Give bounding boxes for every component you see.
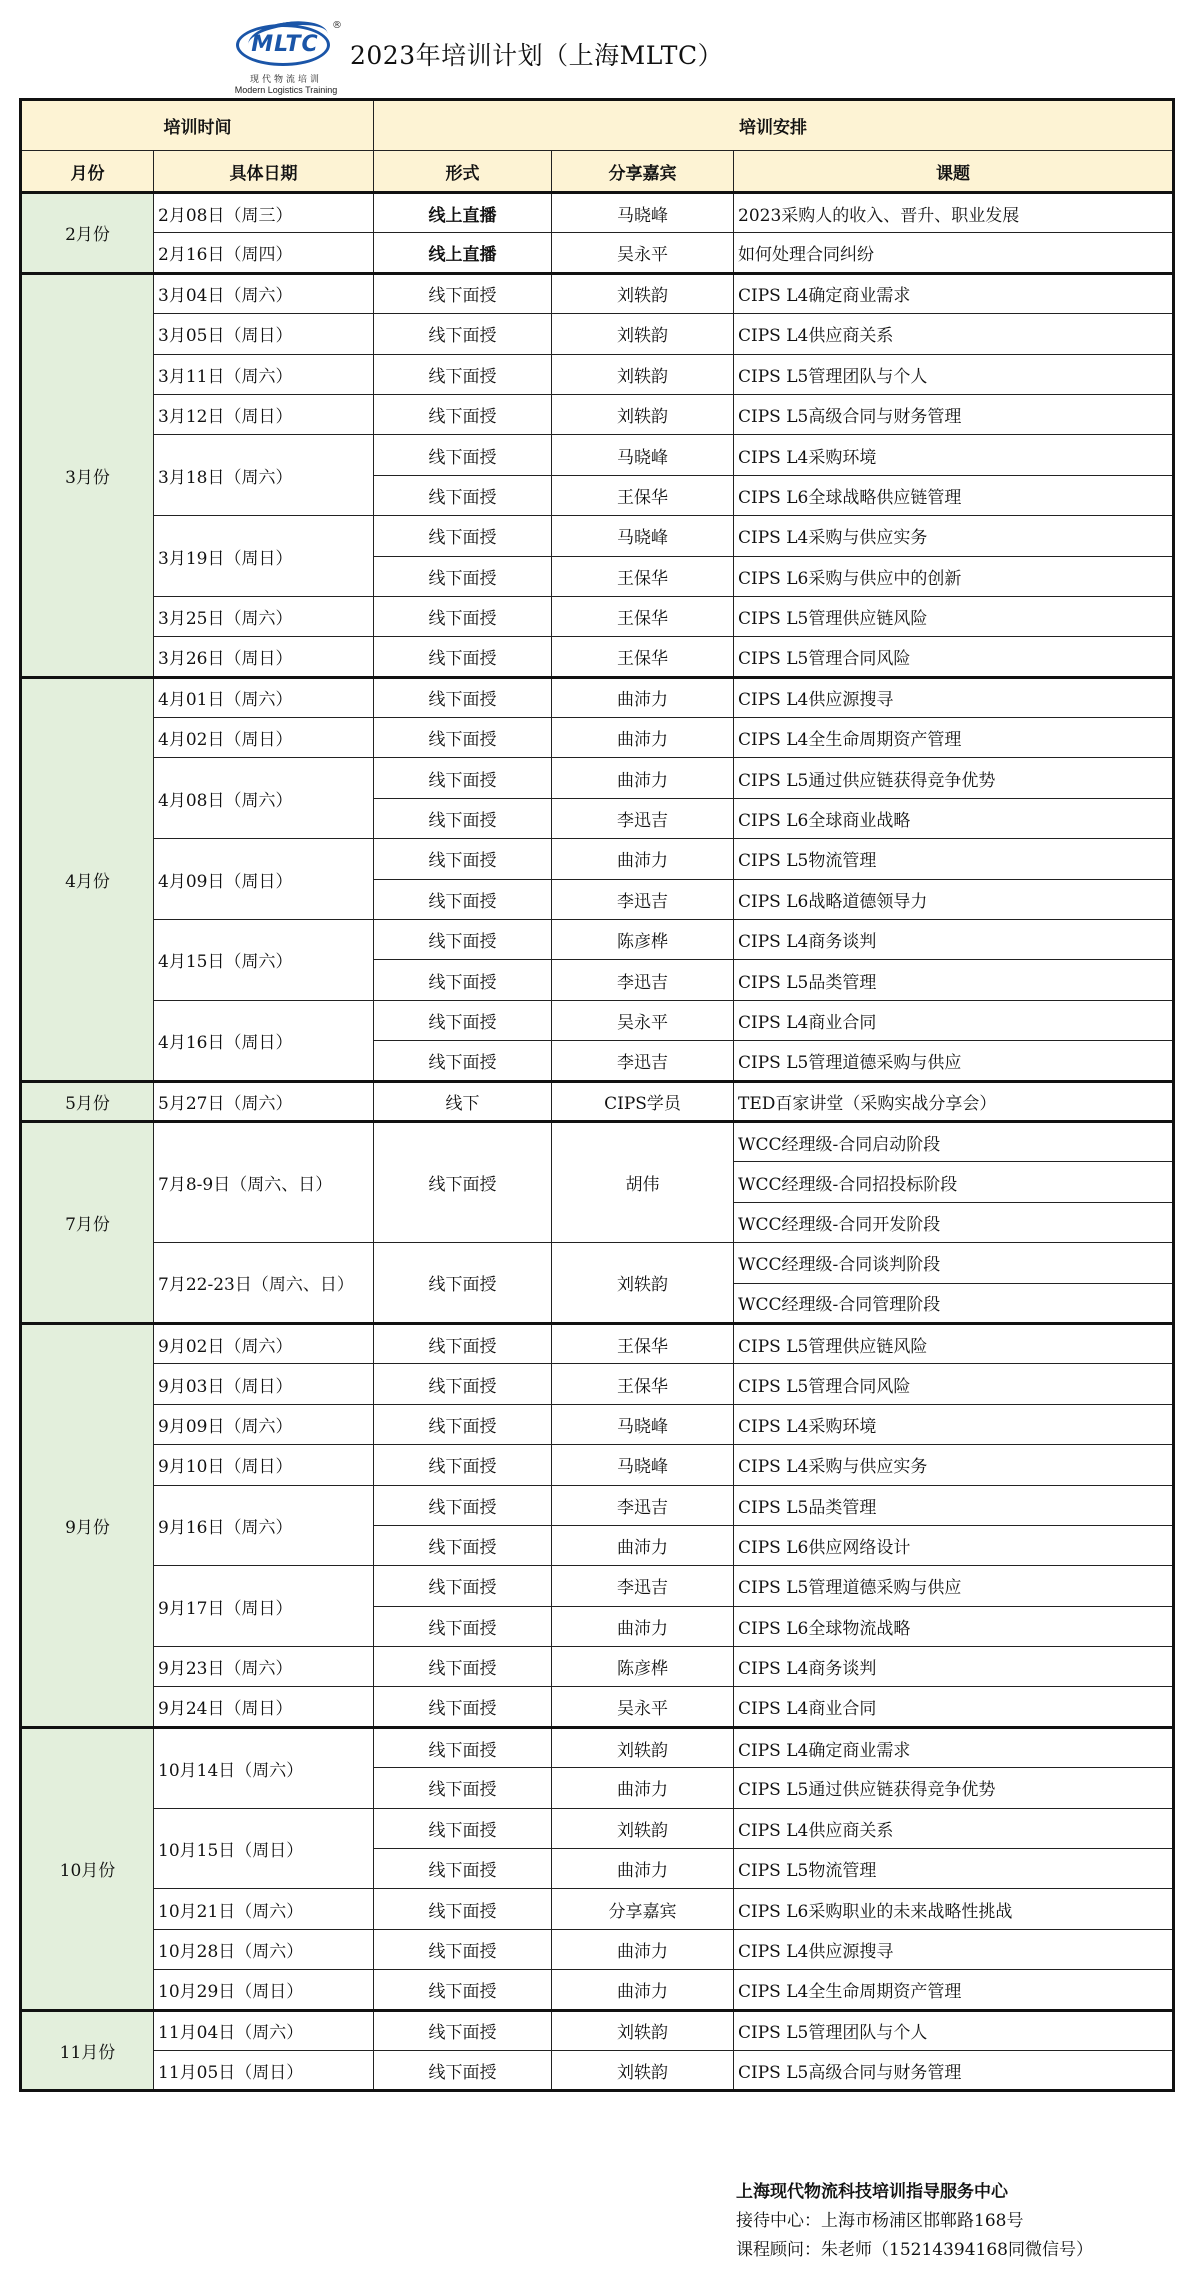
guest-cell: 李迅吉 — [552, 798, 734, 838]
guest-cell: 曲沛力 — [552, 839, 734, 879]
header-row-columns — [21, 151, 1174, 193]
form-cell: 线上直播 — [374, 233, 552, 273]
table-row — [21, 516, 1174, 556]
form-cell: 线下面授 — [374, 677, 552, 717]
date-cell: 3月26日（周日） — [154, 637, 374, 677]
date-cell: 7月22-23日（周六、日） — [154, 1243, 374, 1324]
topic-cell: CIPS L4采购环境 — [734, 1404, 1174, 1444]
form-cell: 线下面授 — [374, 758, 552, 798]
topic-cell: 2023采购人的收入、晋升、职业发展 — [734, 193, 1174, 233]
guest-cell: 马晓峰 — [552, 1445, 734, 1485]
form-cell: 线下面授 — [374, 1364, 552, 1404]
header-date: 具体日期 — [154, 151, 374, 193]
topic-cell: CIPS L4供应源搜寻 — [734, 1929, 1174, 1969]
date-cell: 3月18日（周六） — [154, 435, 374, 516]
date-cell: 7月8-9日（周六、日） — [154, 1121, 374, 1242]
guest-cell: 吴永平 — [552, 1687, 734, 1727]
form-cell: 线下面授 — [374, 354, 552, 394]
topic-cell: CIPS L4确定商业需求 — [734, 1727, 1174, 1767]
form-cell: 线下面授 — [374, 1889, 552, 1929]
table-row — [21, 193, 1174, 233]
table-row — [21, 354, 1174, 394]
table-row — [21, 1445, 1174, 1485]
guest-cell: 刘轶韵 — [552, 2010, 734, 2050]
logo-chinese-name: 现代物流培训 — [249, 75, 322, 85]
guest-cell: 曲沛力 — [552, 1929, 734, 1969]
form-cell: 线下面授 — [374, 1000, 552, 1040]
form-cell: 线下面授 — [374, 1445, 552, 1485]
table-row — [21, 2010, 1174, 2050]
month-cell: 5月份 — [21, 1081, 154, 1121]
guest-cell: 吴永平 — [552, 233, 734, 273]
form-cell: 线下面授 — [374, 1647, 552, 1687]
date-cell: 4月15日（周六） — [154, 920, 374, 1001]
guest-cell: 马晓峰 — [552, 435, 734, 475]
table-row — [21, 1889, 1174, 1929]
date-cell: 10月28日（周六） — [154, 1929, 374, 1969]
guest-cell: 刘轶韵 — [552, 1727, 734, 1767]
topic-cell: CIPS L5高级合同与财务管理 — [734, 2050, 1174, 2090]
guest-cell: 分享嘉宾 — [552, 1889, 734, 1929]
topic-cell: CIPS L6采购职业的未来战略性挑战 — [734, 1889, 1174, 1929]
topic-cell: CIPS L5管理道德采购与供应 — [734, 1041, 1174, 1081]
table-row — [21, 394, 1174, 434]
topic-cell: CIPS L6采购与供应中的创新 — [734, 556, 1174, 596]
form-cell: 线下面授 — [374, 516, 552, 556]
topic-cell: 如何处理合同纠纷 — [734, 233, 1174, 273]
form-cell: 线下面授 — [374, 1606, 552, 1646]
date-cell: 9月24日（周日） — [154, 1687, 374, 1727]
guest-cell: 李迅吉 — [552, 960, 734, 1000]
form-cell: 线下面授 — [374, 879, 552, 919]
form-cell: 线下面授 — [374, 798, 552, 838]
date-cell: 10月14日（周六） — [154, 1727, 374, 1808]
training-schedule-table — [19, 98, 1175, 2092]
guest-cell: 曲沛力 — [552, 677, 734, 717]
form-cell: 线下面授 — [374, 2050, 552, 2090]
guest-cell: 吴永平 — [552, 1000, 734, 1040]
date-cell: 11月04日（周六） — [154, 2010, 374, 2050]
form-cell: 线上直播 — [374, 193, 552, 233]
form-cell: 线下面授 — [374, 718, 552, 758]
footer-address: 接待中心：上海市杨浦区邯郸路168号 — [736, 2211, 1024, 2231]
topic-cell: CIPS L4供应商关系 — [734, 1808, 1174, 1848]
guest-cell: 刘轶韵 — [552, 1243, 734, 1324]
table-row — [21, 1121, 1174, 1161]
form-cell: 线下面授 — [374, 1970, 552, 2010]
topic-cell: CIPS L5管理团队与个人 — [734, 2010, 1174, 2050]
topic-cell: WCC经理级-合同招投标阶段 — [734, 1162, 1174, 1202]
topic-cell: CIPS L6战略道德领导力 — [734, 879, 1174, 919]
date-cell: 11月05日（周日） — [154, 2050, 374, 2090]
table-row — [21, 1727, 1174, 1767]
table-row — [21, 1081, 1174, 1121]
date-cell: 4月09日（周日） — [154, 839, 374, 920]
topic-cell: CIPS L5管理合同风险 — [734, 637, 1174, 677]
date-cell: 9月03日（周日） — [154, 1364, 374, 1404]
date-cell: 5月27日（周六） — [154, 1081, 374, 1121]
topic-cell: CIPS L5管理合同风险 — [734, 1364, 1174, 1404]
date-cell: 9月09日（周六） — [154, 1404, 374, 1444]
header-month: 月份 — [21, 151, 154, 193]
guest-cell: 李迅吉 — [552, 879, 734, 919]
table-row — [21, 1808, 1174, 1848]
topic-cell: CIPS L4供应源搜寻 — [734, 677, 1174, 717]
table-row — [21, 1687, 1174, 1727]
form-cell: 线下面授 — [374, 596, 552, 636]
table-row — [21, 314, 1174, 354]
topic-cell: WCC经理级-合同开发阶段 — [734, 1202, 1174, 1242]
topic-cell: CIPS L5物流管理 — [734, 839, 1174, 879]
table-row — [21, 1404, 1174, 1444]
form-cell: 线下面授 — [374, 637, 552, 677]
topic-cell: CIPS L4商务谈判 — [734, 1647, 1174, 1687]
guest-cell: 王保华 — [552, 1364, 734, 1404]
table-row — [21, 1929, 1174, 1969]
table-row — [21, 2050, 1174, 2090]
table-row — [21, 435, 1174, 475]
date-cell: 4月01日（周六） — [154, 677, 374, 717]
month-cell: 9月份 — [21, 1323, 154, 1727]
header-row-groups — [21, 100, 1174, 151]
table-row — [21, 1323, 1174, 1363]
date-cell: 9月02日（周六） — [154, 1323, 374, 1363]
header-form: 形式 — [374, 151, 552, 193]
table-row — [21, 718, 1174, 758]
date-cell: 3月04日（周六） — [154, 273, 374, 313]
header-training-arrangement: 培训安排 — [374, 100, 1174, 151]
form-cell: 线下面授 — [374, 314, 552, 354]
date-cell: 9月16日（周六） — [154, 1485, 374, 1566]
month-cell: 4月份 — [21, 677, 154, 1081]
guest-cell: 李迅吉 — [552, 1485, 734, 1525]
guest-cell: 李迅吉 — [552, 1041, 734, 1081]
topic-cell: CIPS L4采购环境 — [734, 435, 1174, 475]
topic-cell: CIPS L4全生命周期资产管理 — [734, 1970, 1174, 2010]
topic-cell: CIPS L4确定商业需求 — [734, 273, 1174, 313]
form-cell: 线下面授 — [374, 435, 552, 475]
guest-cell: 刘轶韵 — [552, 2050, 734, 2090]
date-cell: 10月21日（周六） — [154, 1889, 374, 1929]
guest-cell: 曲沛力 — [552, 1970, 734, 2010]
table-row — [21, 1970, 1174, 2010]
form-cell: 线下面授 — [374, 1323, 552, 1363]
date-cell: 2月16日（周四） — [154, 233, 374, 273]
form-cell: 线下面授 — [374, 1768, 552, 1808]
guest-cell: 刘轶韵 — [552, 273, 734, 313]
header-topic: 课题 — [734, 151, 1174, 193]
guest-cell: 王保华 — [552, 1323, 734, 1363]
guest-cell: CIPS学员 — [552, 1081, 734, 1121]
date-cell: 10月29日（周日） — [154, 1970, 374, 2010]
month-cell: 11月份 — [21, 2010, 154, 2091]
topic-cell: CIPS L5管理团队与个人 — [734, 354, 1174, 394]
topic-cell: CIPS L5通过供应链获得竞争优势 — [734, 1768, 1174, 1808]
topic-cell: CIPS L5管理道德采购与供应 — [734, 1566, 1174, 1606]
guest-cell: 曲沛力 — [552, 1525, 734, 1565]
guest-cell: 王保华 — [552, 475, 734, 515]
date-cell: 10月15日（周日） — [154, 1808, 374, 1889]
date-cell: 4月08日（周六） — [154, 758, 374, 839]
date-cell: 9月17日（周日） — [154, 1566, 374, 1647]
topic-cell: CIPS L5管理供应链风险 — [734, 1323, 1174, 1363]
table-row — [21, 233, 1174, 273]
form-cell: 线下面授 — [374, 556, 552, 596]
table-row — [21, 1243, 1174, 1283]
table-row — [21, 677, 1174, 717]
table-row — [21, 1364, 1174, 1404]
topic-cell: CIPS L4商业合同 — [734, 1000, 1174, 1040]
footer-contact — [736, 2178, 1176, 2265]
topic-cell: CIPS L6全球商业战略 — [734, 798, 1174, 838]
table-row — [21, 758, 1174, 798]
guest-cell: 曲沛力 — [552, 1768, 734, 1808]
form-cell: 线下面授 — [374, 1929, 552, 1969]
date-cell: 3月19日（周日） — [154, 516, 374, 597]
form-cell: 线下面授 — [374, 2010, 552, 2050]
date-cell: 9月10日（周日） — [154, 1445, 374, 1485]
page-title: 2023年培训计划（上海MLTC） — [350, 41, 724, 70]
form-cell: 线下面授 — [374, 273, 552, 313]
form-cell: 线下面授 — [374, 1525, 552, 1565]
table-row — [21, 1566, 1174, 1606]
date-cell: 3月05日（周日） — [154, 314, 374, 354]
topic-cell: CIPS L6全球物流战略 — [734, 1606, 1174, 1646]
form-cell: 线下面授 — [374, 839, 552, 879]
topic-cell: CIPS L4采购与供应实务 — [734, 516, 1174, 556]
form-cell: 线下面授 — [374, 1687, 552, 1727]
table-row — [21, 839, 1174, 879]
guest-cell: 马晓峰 — [552, 516, 734, 556]
footer-contact-info: 课程顾问：朱老师（15214394168同微信号） — [736, 2240, 1093, 2260]
topic-cell: WCC经理级-合同管理阶段 — [734, 1283, 1174, 1323]
table-row — [21, 920, 1174, 960]
form-cell: 线下面授 — [374, 1808, 552, 1848]
form-cell: 线下面授 — [374, 1485, 552, 1525]
topic-cell: TED百家讲堂（采购实战分享会） — [734, 1081, 1174, 1121]
footer-organization: 上海现代物流科技培训指导服务中心 — [736, 2182, 1008, 2202]
date-cell: 3月25日（周六） — [154, 596, 374, 636]
topic-cell: CIPS L5物流管理 — [734, 1849, 1174, 1889]
form-cell: 线下 — [374, 1081, 552, 1121]
topic-cell: CIPS L5品类管理 — [734, 1485, 1174, 1525]
form-cell: 线下面授 — [374, 1121, 552, 1242]
guest-cell: 曲沛力 — [552, 1606, 734, 1646]
logo-text: MLTC — [251, 32, 319, 57]
guest-cell: 刘轶韵 — [552, 314, 734, 354]
header-training-time: 培训时间 — [21, 100, 374, 151]
topic-cell: CIPS L4采购与供应实务 — [734, 1445, 1174, 1485]
table-row — [21, 1485, 1174, 1525]
form-cell: 线下面授 — [374, 1727, 552, 1767]
guest-cell: 曲沛力 — [552, 1849, 734, 1889]
guest-cell: 曲沛力 — [552, 758, 734, 798]
guest-cell: 王保华 — [552, 637, 734, 677]
topic-cell: CIPS L5品类管理 — [734, 960, 1174, 1000]
logo-english-name: Modern Logistics Training — [234, 85, 338, 95]
topic-cell: CIPS L5高级合同与财务管理 — [734, 394, 1174, 434]
guest-cell: 胡伟 — [552, 1121, 734, 1242]
date-cell: 4月02日（周日） — [154, 718, 374, 758]
header-guest: 分享嘉宾 — [552, 151, 734, 193]
form-cell: 线下面授 — [374, 1566, 552, 1606]
logo-registered-mark: ® — [332, 20, 342, 31]
topic-cell: CIPS L4供应商关系 — [734, 314, 1174, 354]
table-row — [21, 637, 1174, 677]
form-cell: 线下面授 — [374, 475, 552, 515]
date-cell: 4月16日（周日） — [154, 1000, 374, 1081]
form-cell: 线下面授 — [374, 1849, 552, 1889]
guest-cell: 王保华 — [552, 556, 734, 596]
guest-cell: 马晓峰 — [552, 1404, 734, 1444]
month-cell: 2月份 — [21, 193, 154, 274]
guest-cell: 陈彦桦 — [552, 1647, 734, 1687]
guest-cell: 曲沛力 — [552, 718, 734, 758]
table-row — [21, 273, 1174, 313]
form-cell: 线下面授 — [374, 960, 552, 1000]
form-cell: 线下面授 — [374, 1243, 552, 1324]
guest-cell: 马晓峰 — [552, 193, 734, 233]
topic-cell: CIPS L6全球战略供应链管理 — [734, 475, 1174, 515]
topic-cell: CIPS L5管理供应链风险 — [734, 596, 1174, 636]
topic-cell: CIPS L5通过供应链获得竞争优势 — [734, 758, 1174, 798]
guest-cell: 刘轶韵 — [552, 354, 734, 394]
topic-cell: WCC经理级-合同谈判阶段 — [734, 1243, 1174, 1283]
guest-cell: 李迅吉 — [552, 1566, 734, 1606]
month-cell: 10月份 — [21, 1727, 154, 2010]
form-cell: 线下面授 — [374, 1041, 552, 1081]
guest-cell: 王保华 — [552, 596, 734, 636]
topic-cell: CIPS L4商务谈判 — [734, 920, 1174, 960]
table-row — [21, 1000, 1174, 1040]
guest-cell: 陈彦桦 — [552, 920, 734, 960]
date-cell: 3月11日（周六） — [154, 354, 374, 394]
topic-cell: CIPS L4商业合同 — [734, 1687, 1174, 1727]
guest-cell: 刘轶韵 — [552, 1808, 734, 1848]
date-cell: 9月23日（周六） — [154, 1647, 374, 1687]
table-row — [21, 1647, 1174, 1687]
topic-cell: WCC经理级-合同启动阶段 — [734, 1121, 1174, 1161]
table-row — [21, 596, 1174, 636]
form-cell: 线下面授 — [374, 394, 552, 434]
month-cell: 7月份 — [21, 1121, 154, 1323]
guest-cell: 刘轶韵 — [552, 394, 734, 434]
topic-cell: CIPS L4全生命周期资产管理 — [734, 718, 1174, 758]
mltc-logo — [230, 18, 342, 100]
topic-cell: CIPS L6供应网络设计 — [734, 1525, 1174, 1565]
date-cell: 3月12日（周日） — [154, 394, 374, 434]
month-cell: 3月份 — [21, 273, 154, 677]
form-cell: 线下面授 — [374, 920, 552, 960]
date-cell: 2月08日（周三） — [154, 193, 374, 233]
form-cell: 线下面授 — [374, 1404, 552, 1444]
